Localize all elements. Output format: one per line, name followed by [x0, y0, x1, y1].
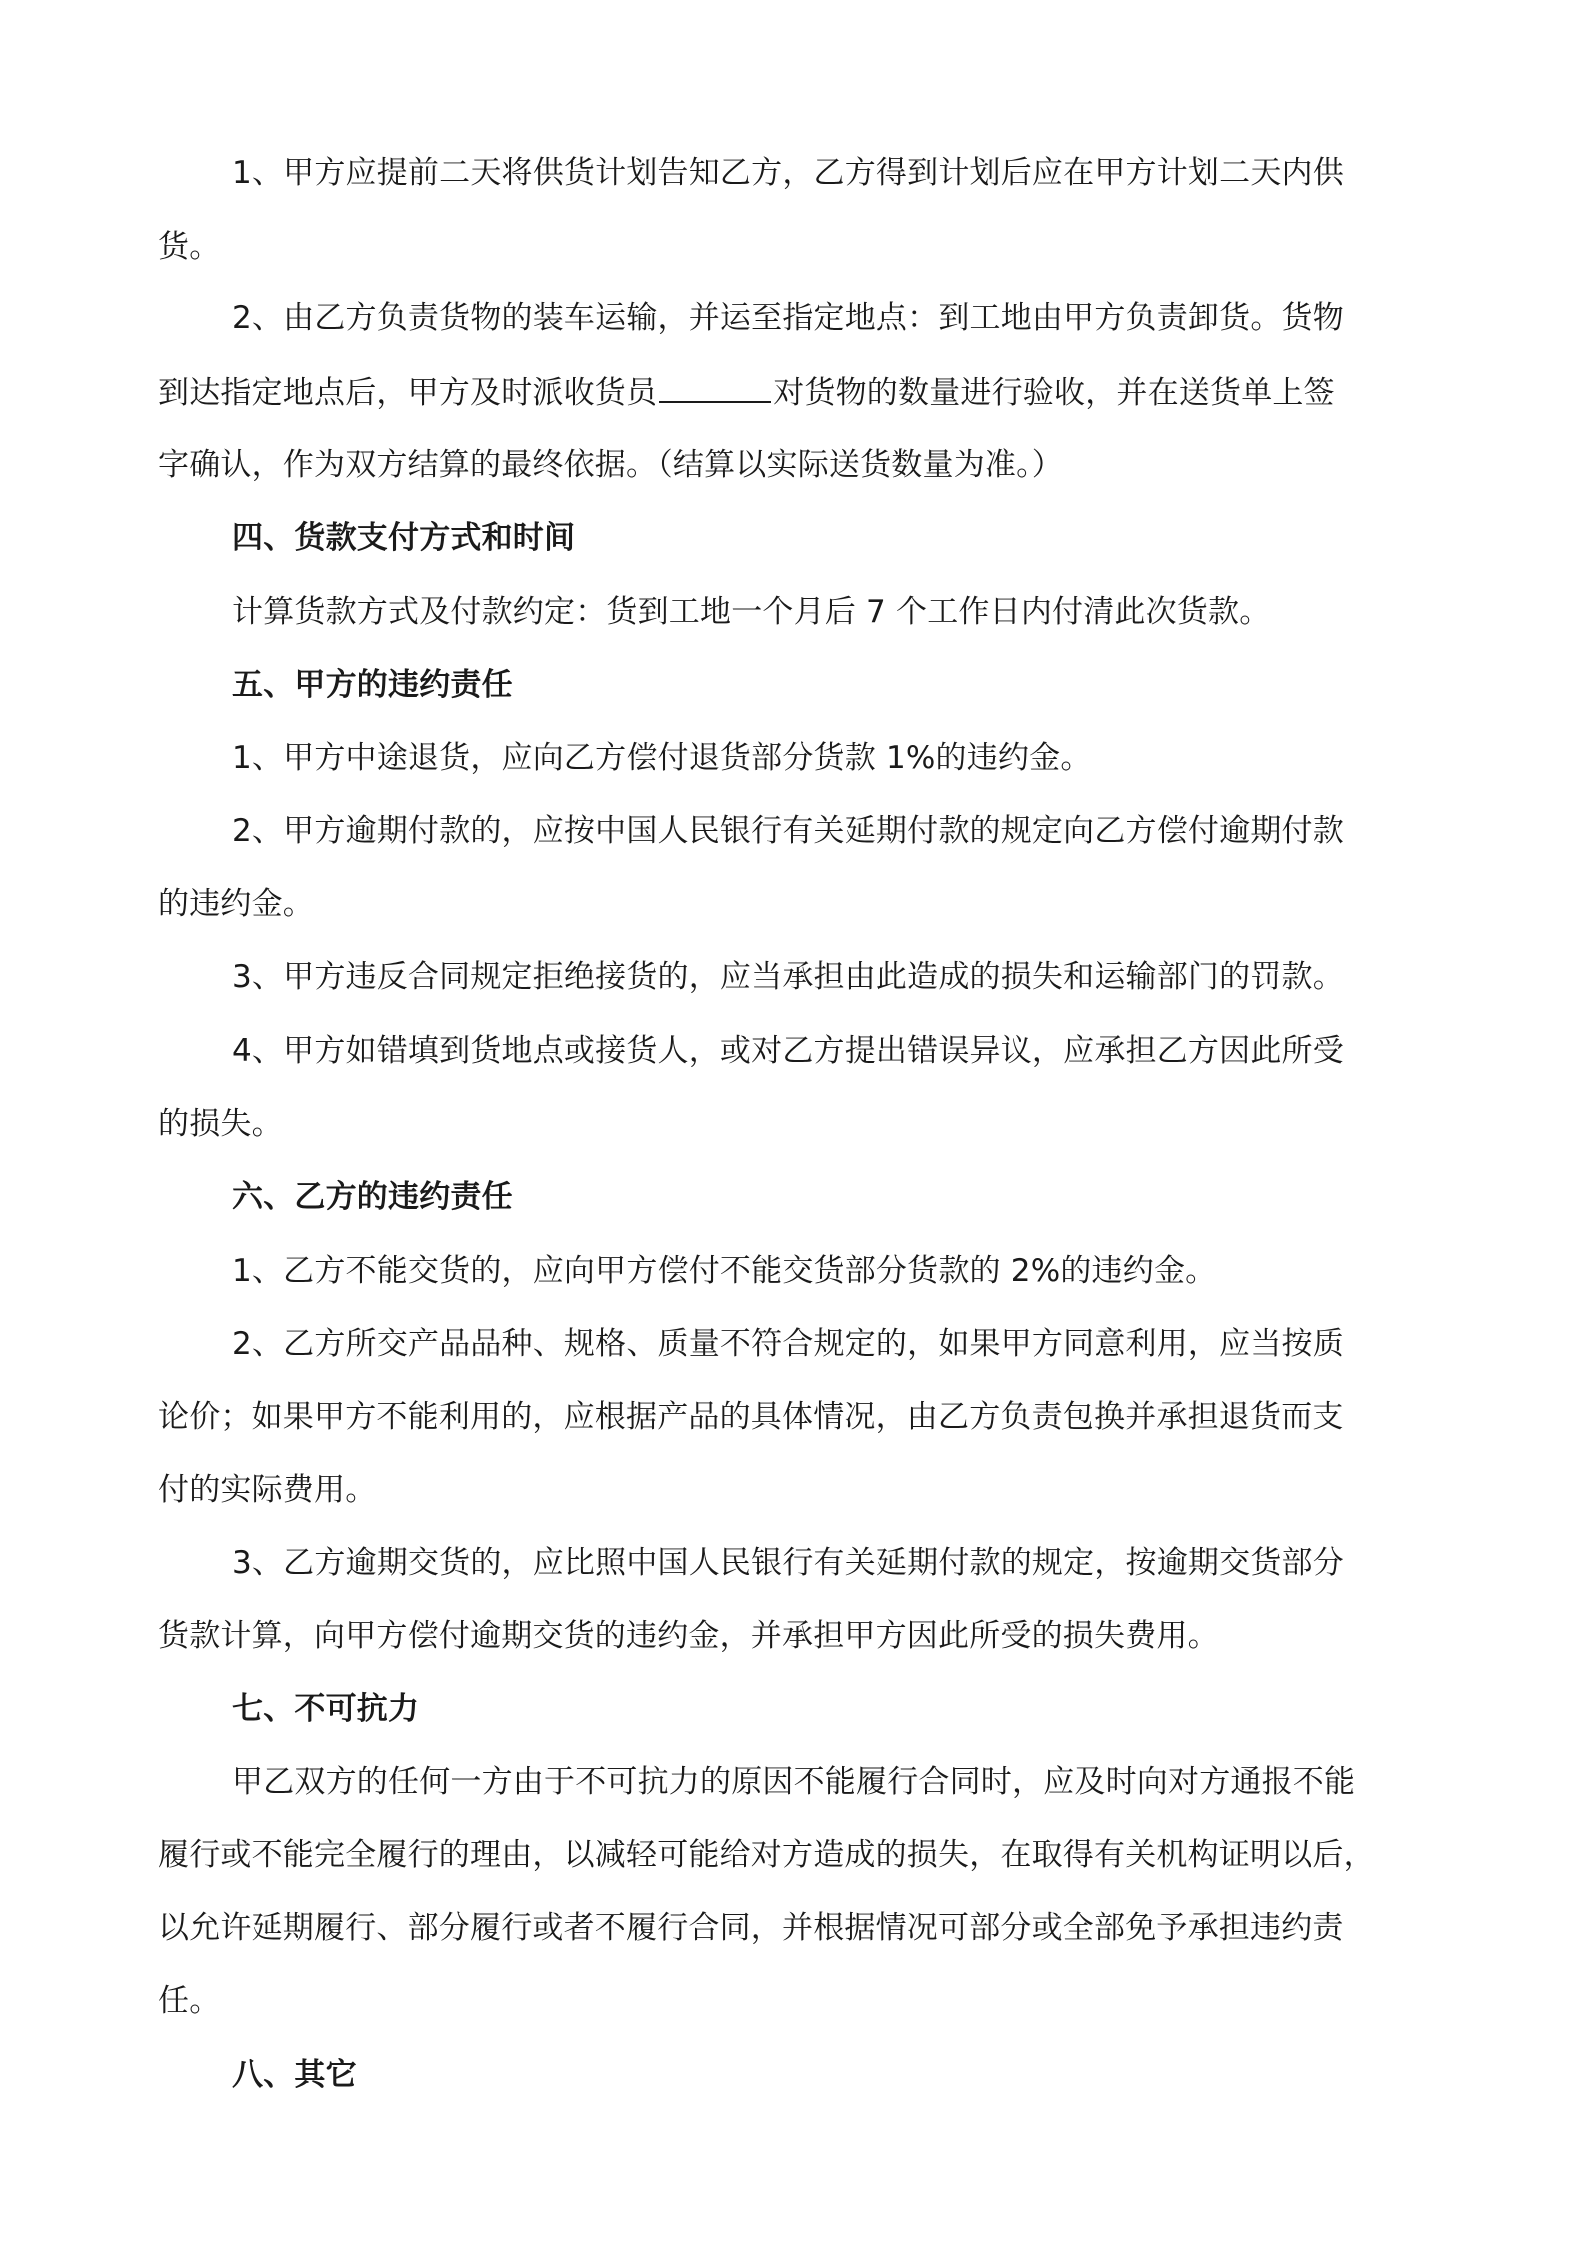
- paragraph-line: 1、甲方应提前二天将供货计划告知乙方，乙方得到计划后应在甲方计划二天内供: [232, 155, 1344, 191]
- section-heading: 四、货款支付方式和时间: [232, 520, 576, 556]
- receiver-blank-field[interactable]: [659, 371, 771, 403]
- paragraph-line: 1、乙方不能交货的，应向甲方偿付不能交货部分货款的 2%的违约金。: [232, 1253, 1217, 1289]
- paragraph-line: 字确认，作为双方结算的最终依据。（结算以实际送货数量为准。）: [158, 447, 1063, 483]
- paragraph-line: [158, 371, 1335, 414]
- paragraph-line: 任。: [158, 1983, 221, 2019]
- paragraph-line: 货款计算，向甲方偿付逾期交货的违约金，并承担甲方因此所受的损失费用。: [158, 1618, 1219, 1654]
- paragraph-line: 货。: [158, 229, 221, 265]
- section-heading: 八、其它: [232, 2057, 357, 2093]
- section-heading: 六、乙方的违约责任: [232, 1179, 513, 1215]
- paragraph-line: 的违约金。: [158, 886, 314, 922]
- paragraph-line: 3、乙方逾期交货的，应比照中国人民银行有关延期付款的规定，按逾期交货部分: [232, 1545, 1344, 1581]
- paragraph-line: 3、甲方违反合同规定拒绝接货的，应当承担由此造成的损失和运输部门的罚款。: [232, 959, 1344, 995]
- paragraph-line: 论价；如果甲方不能利用的，应根据产品的具体情况，由乙方负责包换并承担退货而支: [158, 1399, 1344, 1435]
- paragraph-line: 履行或不能完全履行的理由，以减轻可能给对方造成的损失，在取得有关机构证明以后，: [158, 1837, 1375, 1873]
- paragraph-line: 以允许延期履行、部分履行或者不履行合同，并根据情况可部分或全部免予承担违约责: [158, 1910, 1344, 1946]
- paragraph-line: 付的实际费用。: [158, 1472, 377, 1508]
- section-heading: 七、不可抗力: [232, 1691, 420, 1727]
- paragraph-line: 甲乙双方的任何一方由于不可抗力的原因不能履行合同时，应及时向对方通报不能: [232, 1764, 1356, 1800]
- paragraph-line: 的损失。: [158, 1106, 283, 1142]
- paragraph-text: 到达指定地点后，甲方及时派收货员: [158, 375, 658, 411]
- paragraph-line: 2、由乙方负责货物的装车运输，并运至指定地点：到工地由甲方负责卸货。货物: [232, 300, 1344, 336]
- paragraph-text: 对货物的数量进行验收，并在送货单上签: [773, 375, 1335, 411]
- paragraph-line: 计算货款方式及付款约定：货到工地一个月后 7 个工作日内付清此次货款。: [232, 594, 1271, 630]
- paragraph-line: 2、乙方所交产品品种、规格、质量不符合规定的，如果甲方同意利用，应当按质: [232, 1326, 1344, 1362]
- section-heading: 五、甲方的违约责任: [232, 667, 513, 703]
- paragraph-line: 1、甲方中途退货，应向乙方偿付退货部分货款 1%的违约金。: [232, 740, 1092, 776]
- paragraph-line: 4、甲方如错填到货地点或接货人，或对乙方提出错误异议，应承担乙方因此所受: [232, 1033, 1344, 1069]
- paragraph-line: 2、甲方逾期付款的，应按中国人民银行有关延期付款的规定向乙方偿付逾期付款: [232, 813, 1344, 849]
